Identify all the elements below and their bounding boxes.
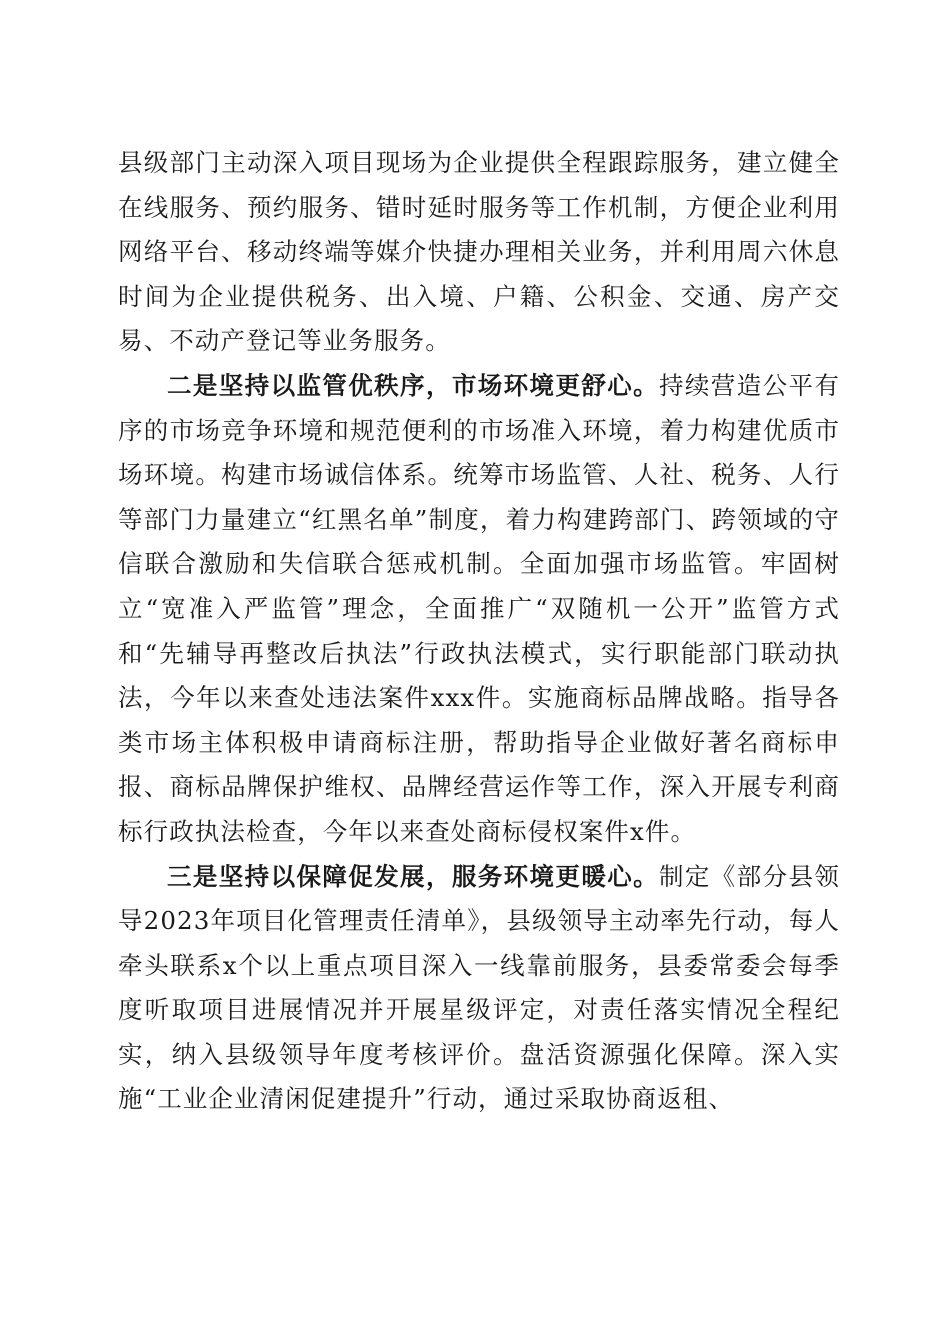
paragraph-heading: 三是坚持以保障促发展，服务环境更暖心。 (167, 861, 660, 891)
paragraph-text: 制定《部分县领导2023年项目化管理责任清单》，县级领导主动率先行动，每人牵头联系x个以上重点项目深入一线靠前服务，县委常委会每季度听取项目进展情况并开展星级评定，对责任落实情况全程纪实，纳入县级领导年度考核评价。盘活资源强化保障。深入实施“工业企业清闲促建提升”行动，通过采取协商返租、 (118, 861, 840, 1114)
paragraph-text: 持续营造公平有序的市场竞争环境和规范便利的市场准入环境，着力构建优质市场环境。构建市场诚信体系。统筹市场监管、人社、税务、人行等部门力量建立“红黑名单”制度，着力构建跨部门、跨领域的守信联合激励和失信联合惩戒机制。全面加强市场监管。牢固树立“宽准入严监管”理念，全面推广“双随机一公开”监管方式和“先辅导再整改后执法”行政执法模式，实行职能部门联动执法，今年以来查处违法案件xxx件。实施商标品牌战略。指导各类市场主体积极申请商标注册，帮助指导企业做好著名商标申报、商标品牌保护维权、品牌经营运作等工作，深入开展专利商标行政执法检查，今年以来查处商标侵权案件x件。 (118, 370, 840, 846)
paragraph-market-environment (118, 364, 840, 855)
paragraph-service-environment (118, 855, 840, 1123)
paragraph-continuation (118, 141, 840, 364)
document-body (118, 141, 840, 1122)
paragraph-heading: 二是坚持以监管优秩序，市场环境更舒心。 (167, 370, 660, 400)
paragraph-text: 县级部门主动深入项目现场为企业提供全程跟踪服务，建立健全在线服务、预约服务、错时延时服务等工作机制，方便企业利用网络平台、移动终端等媒介快捷办理相关业务，并利用周六休息时间为企业提供税务、出入境、户籍、公积金、交通、房产交易、不动产登记等业务服务。 (118, 148, 840, 356)
